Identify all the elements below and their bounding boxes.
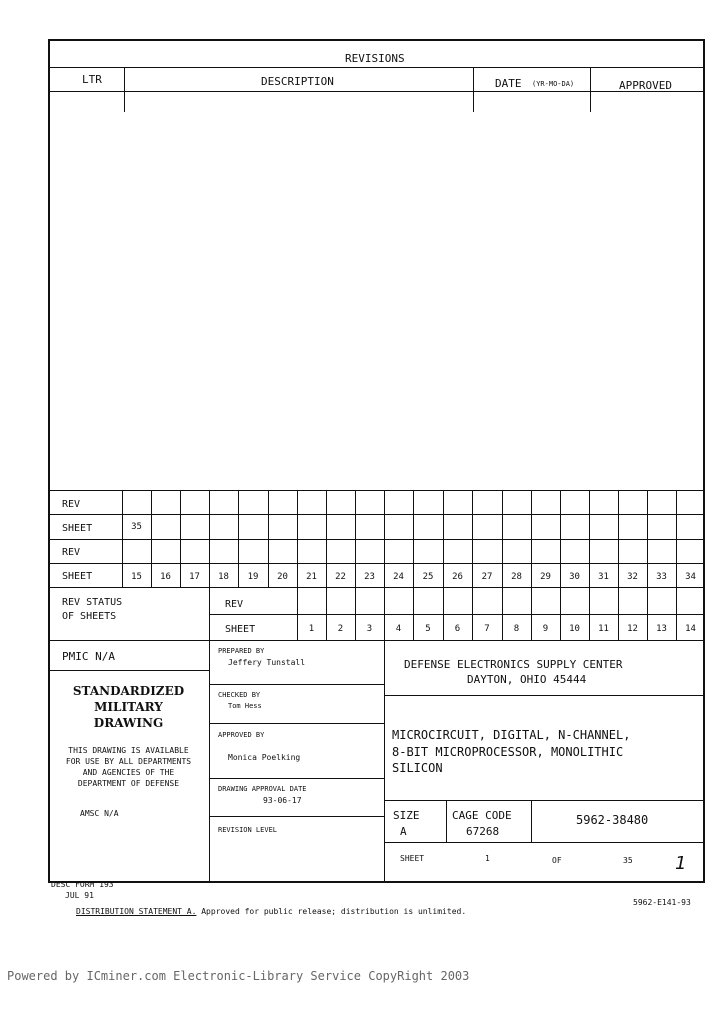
agency-line2: DAYTON, OHIO 45444 bbox=[467, 673, 587, 686]
sheet-value: 1 bbox=[485, 854, 490, 863]
sheet-cell-2: 2 bbox=[337, 624, 344, 634]
sheet-label-bottom: SHEET bbox=[400, 854, 425, 863]
distribution-label: DISTRIBUTION STATEMENT A. bbox=[76, 907, 197, 916]
sheet-cell-1: 1 bbox=[308, 624, 315, 634]
avail-line2: FOR USE BY ALL DEPARTMENTS bbox=[65, 757, 192, 766]
smd-line1: STANDARDIZED bbox=[72, 684, 185, 698]
title-line2: 8-BIT MICROPROCESSOR, MONOLITHIC bbox=[392, 745, 624, 759]
sheet-cell-29: 29 bbox=[540, 572, 551, 582]
cage-value: 67268 bbox=[466, 825, 500, 838]
distribution-statement bbox=[76, 908, 466, 916]
sheet-cell-35: 35 bbox=[131, 522, 142, 532]
pmic-label: PMIC N/A bbox=[62, 650, 115, 663]
sheet-cell-25: 25 bbox=[422, 572, 434, 582]
sheet-cell-24: 24 bbox=[393, 572, 404, 582]
sheet-cell-18: 18 bbox=[218, 572, 229, 582]
sheet-cell-8: 8 bbox=[513, 624, 520, 634]
size-label: SIZE bbox=[393, 809, 420, 822]
sheet-cell-7: 7 bbox=[484, 624, 490, 634]
title-line1: MICROCIRCUIT, DIGITAL, N-CHANNEL, bbox=[392, 728, 631, 742]
sheet-cell-28: 28 bbox=[511, 572, 522, 582]
rev-status-line2: OF SHEETS bbox=[62, 611, 117, 622]
revisions-col-div-1 bbox=[124, 67, 125, 112]
rev-grid-row-3 bbox=[48, 539, 705, 540]
smd-title bbox=[48, 683, 209, 731]
prepared-name: Jeffery Tunstall bbox=[228, 658, 306, 667]
sheet-cell-9: 9 bbox=[542, 624, 549, 634]
sheet-cell-30: 30 bbox=[569, 572, 580, 582]
agency-line1: DEFENSE ELECTRONICS SUPPLY CENTER bbox=[404, 658, 623, 671]
revisions-col-div-2 bbox=[473, 67, 474, 112]
sheet-cell-3: 3 bbox=[366, 624, 373, 634]
ids-rule bbox=[384, 842, 705, 843]
rev-grid-row-2 bbox=[48, 514, 705, 515]
agency-rule bbox=[384, 695, 705, 696]
sig-rule-2 bbox=[209, 723, 384, 724]
powered-by-watermark: Powered by ICminer.com Electronic-Library Service CopyRight 2003 bbox=[7, 969, 470, 983]
sheet-cell-34: 34 bbox=[685, 572, 696, 582]
sheet-cell-17: 17 bbox=[189, 572, 200, 582]
status-bottom-rule bbox=[48, 640, 705, 641]
of-value: 35 bbox=[623, 856, 633, 865]
rev-grid-row-4 bbox=[48, 563, 705, 564]
sheet-cell-6: 6 bbox=[454, 624, 461, 634]
signature-right-divider bbox=[384, 640, 385, 883]
avail-line1: THIS DRAWING IS AVAILABLE bbox=[68, 746, 189, 755]
sheet-cell-11: 11 bbox=[598, 624, 609, 634]
handwritten-sheet-number: 1 bbox=[675, 853, 687, 874]
pmic-rule bbox=[48, 670, 209, 671]
approval-date: 93-06-17 bbox=[263, 796, 302, 805]
sheet-cell-32: 32 bbox=[627, 572, 638, 582]
size-value: A bbox=[400, 825, 407, 838]
of-label: OF bbox=[552, 856, 562, 865]
checked-name: Tom Hess bbox=[228, 702, 262, 710]
sheet-cell-12: 12 bbox=[627, 624, 638, 634]
rev-label-2: REV bbox=[62, 547, 81, 558]
sheet-cell-16: 16 bbox=[160, 572, 171, 582]
prepared-label: PREPARED BY bbox=[218, 647, 265, 655]
rev-grid-row-5 bbox=[48, 587, 705, 588]
sheet-cell-15: 15 bbox=[131, 572, 142, 582]
date-format: (YR-MO-DA) bbox=[532, 80, 575, 88]
title-rule bbox=[384, 800, 705, 801]
sheet-cell-10: 10 bbox=[569, 624, 580, 634]
sheet-label-3: SHEET bbox=[225, 624, 256, 635]
revisions-rule-1 bbox=[48, 67, 705, 68]
form-date: JUL 91 bbox=[65, 891, 94, 900]
approved-name: Monica Poelking bbox=[228, 753, 301, 762]
sheet-cell-4: 4 bbox=[395, 624, 402, 634]
sig-rule-3 bbox=[209, 778, 384, 779]
cage-divider bbox=[531, 800, 532, 842]
size-divider bbox=[446, 800, 447, 842]
sheet-label-1: SHEET bbox=[62, 523, 93, 534]
approved-label: APPROVED BY bbox=[218, 731, 265, 739]
doc-code: 5962-E141-93 bbox=[633, 898, 691, 907]
distribution-text: Approved for public release; distribution is unlimited. bbox=[196, 907, 467, 916]
sheet-cell-27: 27 bbox=[481, 572, 493, 582]
avail-line4: DEPARTMENT OF DEFENSE bbox=[77, 779, 180, 788]
revision-level-label: REVISION LEVEL bbox=[218, 826, 278, 834]
revisions-rule-2 bbox=[48, 91, 705, 92]
smd-availability bbox=[48, 745, 209, 789]
drawing-number: 5962-38480 bbox=[576, 813, 649, 827]
rev-label-3: REV bbox=[225, 599, 244, 610]
status-divider bbox=[209, 587, 210, 883]
rev-status-line1: REV STATUS bbox=[62, 597, 123, 608]
sheet-cell-23: 23 bbox=[364, 572, 375, 582]
approval-date-label: DRAWING APPROVAL DATE bbox=[218, 785, 307, 793]
smd-line3: DRAWING bbox=[93, 716, 164, 730]
description-header: DESCRIPTION bbox=[261, 75, 334, 88]
revisions-col-div-3 bbox=[590, 67, 591, 112]
amsc-label: AMSC N/A bbox=[80, 809, 119, 818]
sig-rule-4 bbox=[209, 816, 384, 817]
sheet-cell-20: 20 bbox=[277, 572, 288, 582]
sheet-label-2: SHEET bbox=[62, 571, 93, 582]
sheet-cell-21: 21 bbox=[306, 572, 317, 582]
sheet-cell-5: 5 bbox=[425, 624, 431, 634]
revisions-title: REVISIONS bbox=[345, 52, 405, 65]
sheet-cell-33: 33 bbox=[656, 572, 667, 582]
checked-label: CHECKED BY bbox=[218, 691, 261, 699]
status-mid-rule bbox=[209, 614, 705, 615]
date-header: DATE bbox=[495, 77, 522, 90]
rev-grid-top bbox=[48, 490, 705, 491]
sheet-cell-26: 26 bbox=[452, 572, 463, 582]
approved-header: APPROVED bbox=[619, 79, 672, 92]
form-number: DESC FORM 193 bbox=[51, 880, 114, 889]
sheet-cell-19: 19 bbox=[247, 572, 259, 582]
sheet-cell-31: 31 bbox=[598, 572, 609, 582]
sheet-cell-13: 13 bbox=[656, 624, 667, 634]
rev-label-1: REV bbox=[62, 499, 81, 510]
sig-rule-1 bbox=[209, 684, 384, 685]
ltr-header: LTR bbox=[82, 73, 102, 86]
title-line3: SILICON bbox=[392, 761, 443, 775]
sheet-cell-14: 14 bbox=[685, 624, 696, 634]
smd-line2: MILITARY bbox=[94, 700, 163, 714]
cage-label: CAGE CODE bbox=[452, 809, 512, 822]
sheet-cell-22: 22 bbox=[335, 572, 346, 582]
avail-line3: AND AGENCIES OF THE bbox=[82, 768, 175, 777]
